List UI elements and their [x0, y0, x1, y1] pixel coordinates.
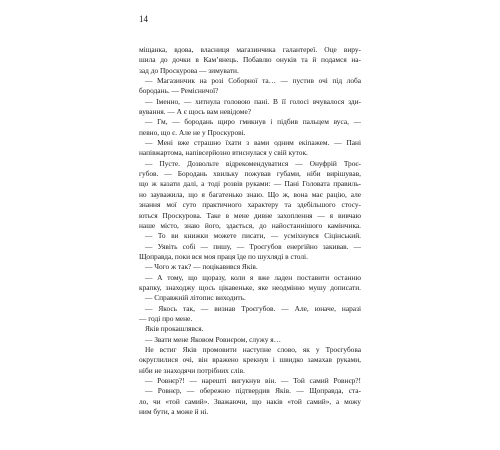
text-line: — То ви книжки можете писати, — усміхнувся Сіцінський. — [145, 231, 361, 241]
text-line: — Пусте. Дозвольте відрекомендуватися — Онуфрій Троє- — [145, 158, 361, 168]
text-line: напівжартома, напівсерйозно втиснулася у свій куток. — [139, 148, 308, 158]
text-line: — Якось так, — визнав Троєгубов. — Але, юначе, наразі — [145, 303, 361, 313]
text-line: наше місто, знаю його, здається, до найостаннішого камінчика. — [139, 220, 361, 230]
text-line: Не встиг Яків промовити наступне слово, як у Троєгубова — [145, 344, 361, 354]
text-line: — Справжній літопис виходить. — [145, 293, 246, 303]
text-line: ло, чи «той самий». Зважаючи, що наків «той самий», а можу — [139, 396, 361, 406]
text-line: ються Проскурова. Таке в мене дивне захоплення — я вивчаю — [139, 210, 361, 220]
text-line: ним бути, а може й ні. — [139, 407, 209, 417]
text-line: шила до дочки в Кам’янець. Побавлю онуків та й подамся на- — [139, 55, 361, 65]
text-line: но зауважила, що я багатенько знаю. Що ж, вона має рацію, але — [139, 189, 361, 199]
text-line: певно, що є. Але не у Проскурові. — [139, 127, 246, 137]
text-line: — Звати мене Яковом Ровнєром, служу я… — [145, 334, 281, 344]
text-line: міщанка, вдова, власниця магазинчика галантереї. Оце виру- — [139, 45, 361, 54]
text-line: Яків прокашлявся. — [145, 324, 204, 334]
text-line: — Уявіть собі — пишу, — Троєгубов енергійно закивав. — — [145, 241, 361, 251]
text-line: бородань. — Ремісничої? — [139, 86, 219, 96]
text-line: — годі про мене. — [139, 313, 193, 323]
text-line: Щоправда, поки вся моя праця їде по шухляді в столі. — [139, 251, 308, 261]
text-line: — Мені вже страшно їхати з вами одним екіпажем. — Пані — [145, 138, 361, 148]
text-line: округлилися очі, він вражено крекнув і швидко замахав руками, — [139, 355, 361, 365]
text-line: — Чого ж так? — поцікавився Яків. — [145, 262, 258, 272]
body-text — [139, 45, 361, 417]
text-line: — Іменно, — хитнула головою пані. В її голосі вчувалося зди- — [145, 96, 361, 106]
text-line: що ж казати далі, а тоді розвів руками: — Пані Головата правиль- — [139, 179, 361, 189]
text-line: крапку, знаходжу щось цікавеньке, яке неодмінно мушу дописати. — [139, 282, 361, 292]
text-line: — Ровнєр?! — нарешті вигукнув він. — Той самий Ровнєр?! — [145, 376, 361, 385]
text-line: — Гм, — бородань щиро гмикнув і підбив пальцем вуса, — — [145, 117, 361, 127]
text-line: — Ровнєр, — обережно підтвердив Яків. — Щоправда, ста- — [145, 386, 361, 396]
text-line: ніби не знаходячи потрібних слів. — [139, 365, 245, 375]
text-line: губов. — Бородань хвильку пожував губами, ніби вирішував, — [139, 169, 361, 179]
text-line: зад до Проскурова — зимувати. — [139, 65, 239, 75]
text-line: — А тому, що щоразу, коли я вже ладен поставити останню — [145, 272, 361, 282]
text-line: вування. — А є щось вам невідоме? — [139, 107, 251, 117]
page-number: 14 — [139, 14, 148, 24]
text-line: знання мої суто практичного характеру та здебільшого стосу- — [139, 200, 361, 210]
text-line: — Магазинчик на розі Соборної та… — пустив очі під лоба — [145, 76, 361, 86]
